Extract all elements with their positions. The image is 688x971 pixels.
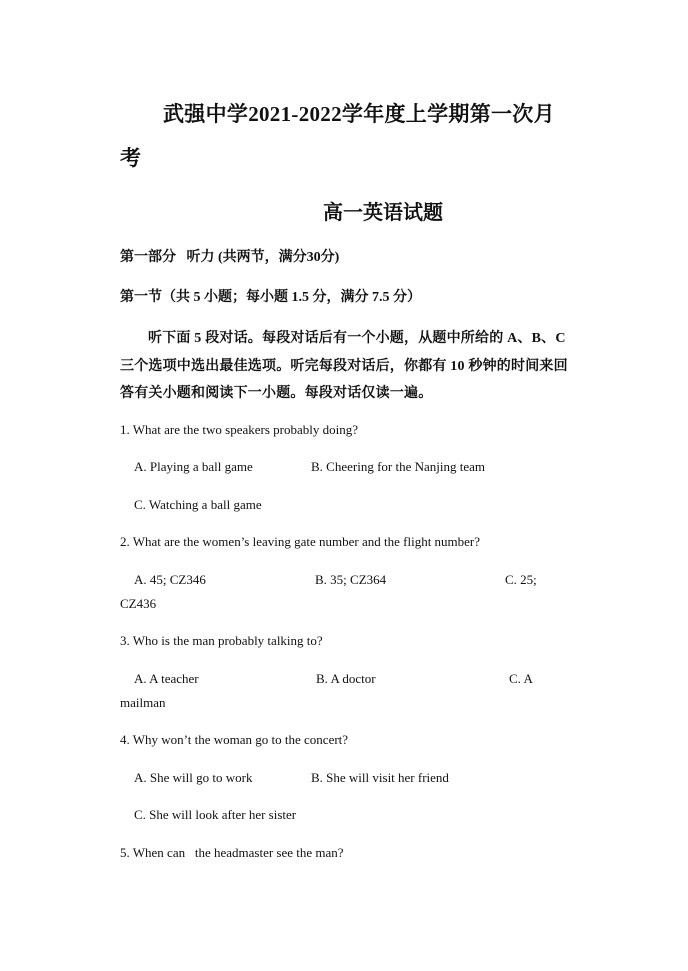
question-4-option-c: C. She will look after her sister: [134, 807, 297, 822]
question-5-stem: 5. When can the headmaster see the man?: [120, 845, 344, 860]
question-2-option-c-continued: CZ436: [120, 596, 157, 611]
question-2-stem: 2. What are the women’s leaving gate number and the flight number?: [120, 534, 481, 549]
question-1-option-a: A. Playing a ball game: [134, 459, 253, 474]
question-4-stem: 4. Why won’t the woman go to the concert?: [120, 732, 349, 747]
question-4-option-b: B. She will visit her friend: [311, 770, 449, 785]
question-2-option-c: C. 25;: [505, 572, 537, 587]
instruction-line-3: 答有关小题和阅读下一小题。每段对话仅读一遍。: [120, 386, 433, 401]
instruction-line-2: 三个选项中选出最佳选项。听完每段对话后，你都有 10 秒钟的时间来回: [120, 359, 568, 374]
question-1-stem: 1. What are the two speakers probably doing?: [120, 422, 359, 437]
section1-heading: 第一节（共 5 小题；每小题 1.5 分，满分 7.5 分）: [120, 290, 421, 305]
question-3-option-c: C. A: [509, 671, 533, 686]
question-1-option-c: C. Watching a ball game: [134, 497, 262, 512]
question-3-option-a: A. A teacher: [134, 671, 199, 686]
instruction-line-1: 听下面 5 段对话。每段对话后有一个小题，从题中所给的 A、B、C: [148, 331, 566, 346]
question-3-stem: 3. Who is the man probably talking to?: [120, 633, 323, 648]
question-3-option-c-continued: mailman: [120, 695, 166, 710]
question-2-option-a: A. 45; CZ346: [134, 572, 206, 587]
question-2-option-b: B. 35; CZ364: [315, 572, 387, 587]
exam-title-line2: 考: [120, 146, 142, 170]
exam-subtitle: 高一英语试题: [323, 202, 443, 224]
question-3-option-b: B. A doctor: [316, 671, 376, 686]
question-4-option-a: A. She will go to work: [134, 770, 253, 785]
question-1-option-b: B. Cheering for the Nanjing team: [311, 459, 486, 474]
exam-title-line1: 武强中学2021-2022学年度上学期第一次月: [163, 102, 555, 126]
part1-heading: 第一部分 听力 (共两节，满分30分): [120, 250, 340, 265]
